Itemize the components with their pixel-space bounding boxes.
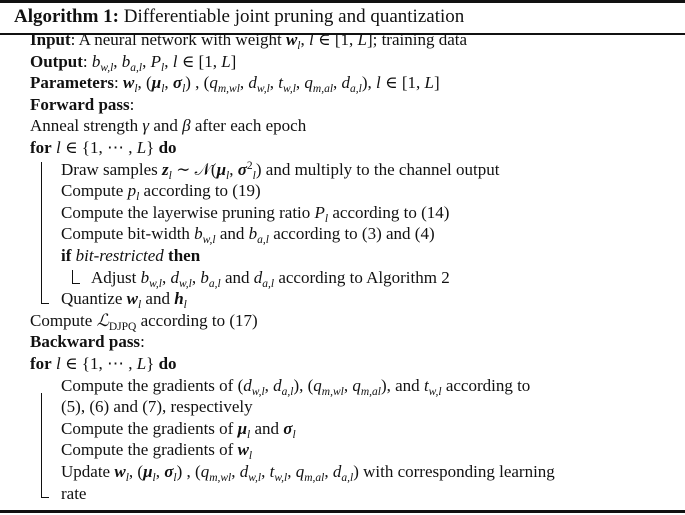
line-segment: Update [61, 462, 115, 481]
line-segment: b [248, 224, 258, 244]
line-segment: t [423, 375, 429, 395]
line-segment: l [55, 354, 61, 373]
algorithm-line [30, 31, 467, 51]
line-segment: : [114, 73, 123, 93]
line-segment: and [215, 224, 249, 244]
line-segment: μ [151, 73, 162, 93]
line-segment: ℒ [96, 310, 109, 330]
line-segment: q [313, 375, 322, 395]
line-segment: l [137, 299, 142, 312]
line-segment: , [333, 73, 342, 93]
line-segment: w,l [428, 385, 442, 398]
line-segment: Compute the gradients of ( [61, 375, 244, 395]
line-segment: t [278, 73, 284, 93]
line-segment: l [309, 30, 314, 49]
algorithm-line [91, 269, 450, 289]
line-segment: w,l [274, 472, 288, 484]
line-segment: ∈ [1, [177, 51, 222, 71]
line-segment: P [150, 51, 162, 71]
line-segment: l [125, 472, 129, 484]
line-segment: m,al [304, 472, 325, 484]
line-segment: , [164, 51, 173, 71]
line-segment: w [285, 30, 298, 49]
algorithm-line [61, 225, 435, 245]
line-segment: according to (19) [139, 181, 261, 201]
line-segment: b [91, 51, 101, 71]
line-segment: q [209, 73, 218, 93]
line-segment: , [261, 462, 270, 481]
line-segment: w [114, 462, 126, 481]
line-segment: σ [164, 462, 174, 481]
line-segment: ), [361, 73, 377, 93]
line-segment: , [155, 462, 165, 481]
line-segment: ]; training data [366, 30, 468, 49]
algorithm-title-text: Differentiable joint pruning and quantization [123, 6, 465, 27]
algorithm-line [61, 441, 252, 461]
line-segment: w,l [149, 277, 162, 290]
line-segment: do [158, 138, 177, 157]
algorithm-line [61, 485, 86, 505]
algorithm-line [61, 204, 449, 224]
line-segment: ∈ [1, [380, 73, 425, 93]
line-segment: for [30, 354, 52, 373]
line-segment: b [200, 267, 209, 287]
line-segment: for [30, 138, 52, 157]
algorithm-line [30, 139, 177, 159]
line-segment: ∈ {1, ⋯ , [60, 138, 137, 157]
line-segment: , [324, 462, 333, 481]
line-segment: Anneal strength [30, 116, 143, 136]
line-segment: b [121, 51, 131, 71]
line-segment: : A neural network with weight [70, 30, 286, 49]
line-segment: d [253, 267, 263, 287]
line-segment: ) , ( [185, 73, 210, 93]
algorithm-line [61, 463, 555, 483]
algorithm-line [61, 247, 200, 267]
algorithm-line [61, 182, 261, 202]
line-segment: and [220, 267, 254, 287]
line-segment: Draw samples [61, 159, 163, 179]
line-segment: a,l [281, 385, 294, 398]
line-segment: ∈ [1, [313, 30, 358, 49]
line-segment: } [146, 138, 159, 157]
line-segment: , [164, 73, 173, 93]
line-segment: DJPQ [108, 320, 137, 333]
line-segment: ∈ {1, ⋯ , [60, 354, 137, 373]
line-segment: Compute bit-width [61, 224, 195, 244]
line-segment: ] [433, 73, 440, 93]
line-segment: Compute [30, 310, 97, 330]
line-segment: μ [216, 159, 227, 179]
algorithm-line [61, 420, 296, 440]
line-segment: ) and multiply to the channel output [255, 159, 500, 179]
line-segment: β [182, 116, 191, 136]
line-segment: h [174, 289, 184, 309]
line-segment: l [252, 169, 256, 182]
line-segment: l [226, 169, 230, 182]
bottom-rule [0, 510, 685, 513]
line-segment: Parameters [30, 73, 115, 93]
line-segment: according to (17) [136, 310, 258, 330]
line-segment: w,l [100, 61, 114, 74]
line-segment: according to Algorithm 2 [274, 267, 450, 287]
line-segment: ), and [380, 375, 424, 395]
line-segment: 2 [246, 159, 253, 172]
line-segment: a,l [341, 472, 354, 484]
line-segment: p [127, 181, 137, 201]
line-segment: L [357, 30, 367, 49]
line-segment: L [221, 51, 231, 71]
line-segment: Output [30, 51, 83, 71]
line-segment: l [183, 299, 187, 312]
line-segment: according to (3) and (4) [268, 224, 435, 244]
line-segment: q [352, 375, 361, 395]
line-segment: and [141, 289, 175, 309]
line-segment: Compute the layerwise pruning ratio [61, 202, 315, 222]
line-segment: and [149, 116, 183, 136]
line-segment: d [170, 267, 179, 287]
line-segment: l [292, 428, 296, 441]
line-segment: a,l [262, 277, 275, 290]
algorithm-line [30, 53, 236, 73]
line-segment: after each epoch [190, 116, 307, 136]
algorithm-line [30, 96, 134, 116]
if-block-foot [72, 283, 80, 284]
line-segment: , [264, 375, 274, 395]
line-segment: m,wl [209, 472, 232, 484]
line-segment: , ( [137, 73, 152, 93]
line-segment: l [376, 73, 381, 93]
line-segment: m,al [312, 83, 334, 96]
line-segment: σ [237, 159, 247, 179]
algorithm-line [30, 333, 145, 353]
line-segment: d [243, 375, 252, 395]
line-segment: l [55, 138, 61, 157]
line-segment: , [229, 159, 238, 179]
line-segment: l [136, 191, 140, 204]
top-rule [0, 0, 685, 3]
line-segment: q [200, 462, 210, 481]
line-segment: w,l [248, 472, 262, 484]
line-segment: m,wl [321, 385, 344, 398]
line-segment: w,l [202, 234, 216, 247]
if-block-bar [72, 270, 73, 284]
line-segment: Quantize [61, 289, 127, 309]
line-segment: Backward pass [30, 332, 141, 352]
line-segment: l [297, 40, 301, 52]
line-segment: l [248, 450, 253, 463]
line-segment: d [332, 462, 342, 481]
line-segment: a,l [130, 61, 143, 74]
line-segment: L [136, 138, 147, 157]
line-segment: l [134, 83, 138, 96]
algorithm-line [61, 377, 530, 397]
line-segment: b [140, 267, 150, 287]
line-segment: , [191, 267, 201, 287]
backward-loop-foot [41, 497, 49, 498]
line-segment: : [82, 51, 92, 71]
line-segment: do [158, 354, 177, 373]
line-segment: } [146, 354, 159, 373]
line-segment: if [61, 246, 72, 265]
line-segment: Compute the gradients of [61, 440, 238, 460]
algorithm-line [30, 355, 177, 375]
line-segment: l [161, 83, 165, 96]
line-segment: m,wl [217, 83, 240, 96]
line-segment: bit-restricted [75, 246, 164, 265]
line-segment: γ [142, 116, 150, 136]
line-segment: ) with corresponding learning [353, 462, 555, 481]
line-segment: ) , ( [176, 462, 201, 481]
line-segment: w [123, 73, 135, 93]
line-segment: l [152, 472, 156, 484]
line-segment: b [194, 224, 203, 244]
line-segment: ∼ 𝒩( [171, 159, 217, 179]
line-segment: w,l [251, 385, 265, 398]
line-segment: : [129, 94, 135, 114]
line-segment: σ [172, 73, 183, 93]
line-segment: μ [237, 418, 248, 438]
line-segment: d [341, 73, 351, 93]
line-segment: , [142, 51, 151, 71]
algorithm-line [61, 161, 499, 181]
line-segment: m,al [360, 385, 381, 398]
line-segment: t [269, 462, 275, 481]
line-segment: w,l [256, 83, 270, 96]
line-segment: , [295, 73, 305, 93]
line-segment: , ( [128, 462, 144, 481]
line-segment: : [140, 332, 145, 352]
line-segment: (5), (6) and (7), respectively [61, 397, 253, 417]
line-segment: , [300, 30, 309, 49]
line-segment: d [248, 73, 257, 93]
algorithm-label: Algorithm 1: [14, 6, 120, 27]
algorithm-line [61, 290, 187, 310]
line-segment: μ [143, 462, 153, 481]
line-segment: , [239, 73, 249, 93]
line-segment: w,l [283, 83, 296, 96]
line-segment: z [162, 159, 169, 179]
line-segment: , [113, 51, 122, 71]
line-segment: a,l [208, 277, 221, 290]
line-segment: Compute the gradients of [61, 418, 238, 438]
backward-loop-bar [41, 393, 42, 498]
line-segment: P [314, 202, 325, 222]
line-segment: Compute [61, 181, 128, 201]
line-segment: a,l [257, 234, 269, 247]
line-segment: l [172, 51, 178, 71]
line-segment: a,l [350, 83, 362, 96]
algorithm-line [61, 398, 253, 418]
line-segment: , [343, 375, 353, 395]
line-segment: , [161, 267, 171, 287]
line-segment: L [424, 73, 434, 93]
forward-loop-bar [41, 162, 42, 304]
line-segment: l [182, 83, 186, 96]
line-segment: σ [283, 418, 293, 438]
line-segment: ), ( [293, 375, 314, 395]
line-segment: l [168, 169, 172, 182]
line-segment: d [239, 462, 249, 481]
line-segment: w,l [178, 277, 192, 290]
line-segment: q [304, 73, 313, 93]
line-segment: ] [230, 51, 237, 71]
line-segment: Input [30, 30, 71, 49]
line-segment: rate [61, 483, 87, 503]
algorithm-title [14, 5, 464, 29]
line-segment: q [295, 462, 305, 481]
line-segment: , [231, 462, 240, 481]
line-segment: according to [441, 375, 531, 395]
line-segment: then [168, 246, 201, 265]
algorithm-line [30, 117, 306, 137]
line-segment: l [324, 212, 329, 225]
line-segment: l [247, 428, 251, 441]
line-segment: l [161, 61, 165, 74]
algorithm-line [30, 312, 258, 332]
line-segment: w [237, 440, 249, 460]
line-segment: according to (14) [328, 202, 450, 222]
line-segment: L [136, 354, 147, 373]
algorithm-line [30, 74, 440, 94]
line-segment: d [273, 375, 282, 395]
line-segment: Forward pass [30, 94, 130, 114]
line-segment: l [173, 472, 177, 484]
line-segment: and [250, 418, 284, 438]
line-segment: , [269, 73, 279, 93]
line-segment: w [126, 289, 138, 309]
line-segment: , [287, 462, 296, 481]
line-segment: Adjust [91, 267, 141, 287]
forward-loop-foot [41, 303, 49, 304]
